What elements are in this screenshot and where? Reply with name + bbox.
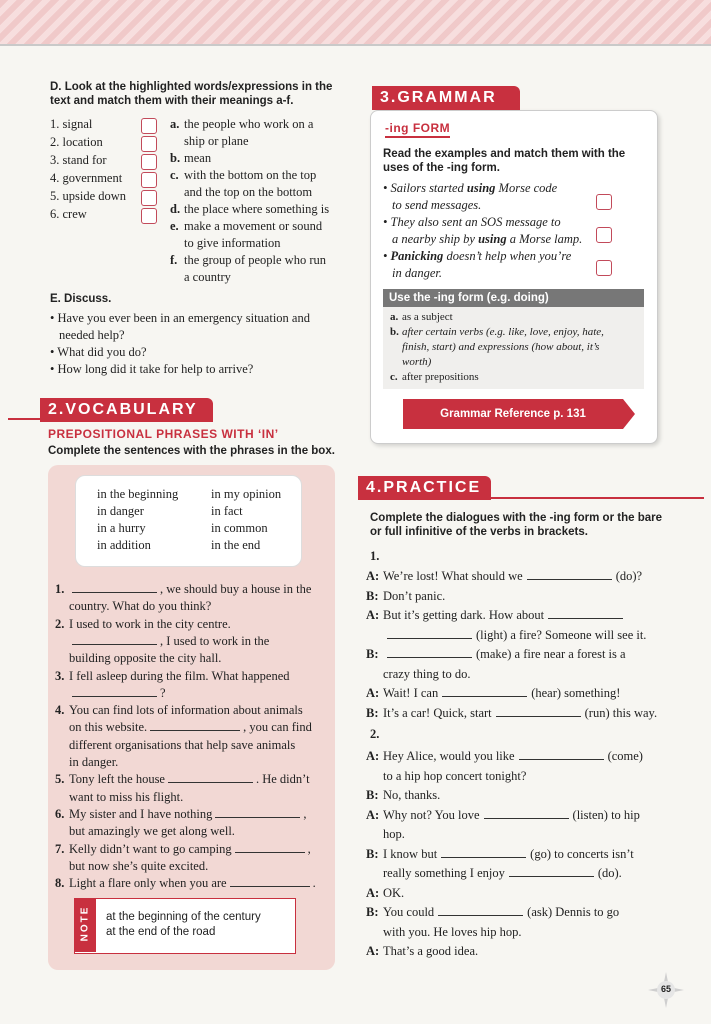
vocabulary-instruction: Complete the sentences with the phrases in the box.	[48, 445, 335, 457]
dialogue-text: hop.	[383, 827, 405, 841]
meaning-letter: c.	[170, 168, 179, 182]
dialogue-line	[366, 748, 666, 765]
dialogue-line	[366, 666, 666, 683]
note-line-1: at the beginning of the century	[106, 911, 261, 923]
sentence-text: but amazingly we get along well.	[69, 824, 235, 839]
verb-hint: (light) a fire? Someone will see it.	[476, 627, 647, 642]
dialogue-text: That’s a good idea.	[383, 944, 479, 958]
sentence-text: ,	[303, 806, 307, 821]
sentence-text: , you can find	[243, 720, 312, 735]
match-word-3: 3. stand for	[50, 153, 107, 167]
vocabulary-title: 2.VOCABULARY	[40, 398, 213, 422]
answer-blank[interactable]	[168, 771, 253, 783]
verb-hint: (do).	[597, 866, 622, 880]
vocabulary-sentence-line	[55, 875, 325, 892]
dialogue-text: We’re lost! What should we	[383, 569, 523, 583]
use-letter: c.	[390, 371, 398, 383]
sentence-number: 2.	[55, 616, 65, 631]
meaning-letter: f.	[170, 253, 178, 267]
phrase-option: in danger	[97, 504, 144, 518]
dialogue-line	[366, 685, 666, 702]
use-text: worth)	[402, 356, 432, 368]
sentence-number: 4.	[55, 703, 65, 718]
meaning-text: mean	[184, 151, 212, 165]
dialogue-text: Hey Alice, would you like	[383, 749, 515, 763]
dialogue-line	[366, 705, 666, 722]
speaker-label: B:	[366, 846, 379, 861]
dialogue-text: I know but	[383, 846, 438, 861]
example-1-answer-box[interactable]	[596, 194, 612, 210]
dialogue-line	[366, 943, 666, 960]
sentence-text: want to miss his flight.	[69, 789, 184, 804]
match-answer-box-3[interactable]	[141, 154, 157, 170]
match-word-2: 2. location	[50, 135, 103, 149]
sentence-text: ?	[160, 685, 166, 700]
section-e-heading: E. Discuss.	[50, 293, 112, 305]
sentence-number: 5.	[55, 772, 65, 787]
note-line-2: at the end of the road	[106, 926, 216, 938]
sentence-number: 8.	[55, 876, 65, 891]
dialogue-line	[366, 588, 666, 605]
discuss-bullet-1: • Have you ever been in an emergency situation and	[50, 311, 310, 325]
dialogue-line	[366, 607, 666, 624]
vocabulary-sentence-line	[55, 616, 325, 633]
dialogue-text: Don’t panic.	[383, 588, 446, 603]
dialogue-text: crazy thing to do.	[383, 666, 471, 681]
answer-blank[interactable]	[496, 705, 581, 717]
speaker-label: B:	[366, 788, 379, 802]
use-text: after certain verbs (e.g. like, love, enjoy, hate,	[402, 326, 604, 338]
dialogue-line	[366, 846, 666, 863]
vocabulary-sentence-line	[55, 650, 325, 667]
section-d-heading: D. Look at the highlighted words/expressions in the text and match them with their meanings a-f.	[50, 81, 333, 107]
sentence-number: 1.	[55, 582, 65, 596]
vocabulary-sentence-line	[55, 633, 325, 650]
verb-hint: (make) a fire near a forest is a	[476, 647, 626, 661]
meaning-letter: d.	[170, 202, 181, 216]
dialogue-text: Wait! I can	[383, 686, 439, 700]
answer-blank[interactable]	[235, 841, 305, 853]
reference-arrow-icon	[623, 399, 635, 429]
grammar-subtitle: -ing FORM	[385, 121, 450, 138]
meaning-text: the people who work on a	[184, 117, 314, 131]
answer-blank[interactable]	[527, 568, 612, 580]
speaker-label: B:	[366, 905, 379, 919]
verb-hint: (listen) to hip	[572, 807, 640, 822]
dialogue-line	[366, 568, 666, 585]
match-answer-box-1[interactable]	[141, 118, 157, 134]
meaning-text: the group of people who run	[184, 253, 326, 267]
sentence-text: on this website.	[69, 720, 148, 735]
sentence-text: country. What do you think?	[69, 599, 212, 614]
match-word-5: 5. upside down	[50, 189, 127, 203]
dialogue-text: OK.	[383, 885, 405, 900]
sentence-text: in danger.	[69, 755, 119, 769]
sentence-text: , I used to work in the	[160, 633, 270, 648]
answer-blank[interactable]	[548, 607, 623, 619]
vocabulary-sentence-line	[55, 668, 325, 685]
meaning-text: ship or plane	[184, 134, 249, 148]
vocabulary-sentence-line	[55, 754, 325, 771]
vocabulary-sentence-line	[55, 841, 325, 858]
dialogue-line	[366, 826, 666, 843]
meaning-letter: b.	[170, 151, 181, 165]
sentence-text: ,	[307, 841, 311, 856]
use-letter: b.	[390, 326, 399, 338]
speaker-label: A:	[366, 608, 380, 622]
decorative-header-band	[0, 0, 711, 44]
answer-blank[interactable]	[150, 719, 240, 731]
sentence-text: Kelly didn’t want to go camping	[69, 841, 232, 856]
vocabulary-sentence-line	[55, 858, 325, 875]
sentence-text: My sister and I have nothing	[69, 806, 213, 821]
speaker-label: A:	[366, 749, 380, 763]
use-text: after prepositions	[402, 371, 479, 383]
sentence-text: Tony left the house	[69, 772, 165, 787]
vocabulary-sentence-line	[55, 806, 325, 823]
dialogue-line	[366, 904, 666, 921]
meaning-letter: a.	[170, 117, 180, 131]
answer-blank[interactable]	[484, 807, 569, 819]
vocabulary-sentence-line	[55, 685, 325, 702]
sentence-text: I fell asleep during the film. What happened	[69, 668, 290, 683]
sentence-text: .	[312, 876, 316, 891]
practice-instruction: Complete the dialogues with the -ing form or the bare or full infinitive of the verbs in brackets.	[370, 512, 662, 538]
phrase-option: in fact	[211, 504, 243, 518]
dialogue-text: Why not? You love	[383, 807, 480, 822]
sentence-text: Light a flare only when you are	[69, 876, 227, 891]
match-word-1: 1. signal	[50, 117, 93, 131]
answer-blank[interactable]	[72, 581, 157, 593]
verb-hint: (hear) something!	[531, 686, 621, 700]
sentence-text: I used to work in the city centre.	[69, 616, 231, 631]
use-ing-form-title: Use the -ing form (e.g. doing)	[383, 289, 644, 307]
dialogue-text: to a hip hop concert tonight?	[383, 768, 527, 783]
meaning-text: to give information	[184, 236, 281, 250]
phrase-option: in addition	[97, 538, 151, 552]
sentence-text: but now she’s quite excited.	[69, 858, 209, 873]
vocabulary-sentence-line	[55, 823, 325, 840]
meaning-text: a country	[184, 270, 231, 284]
speaker-label: A:	[366, 686, 380, 700]
sentence-text: . He didn’t	[255, 772, 310, 787]
verb-hint: (do)?	[615, 569, 643, 583]
dialogue-text: It’s a car! Quick, start	[383, 705, 492, 720]
sentence-number: 3.	[55, 668, 65, 683]
speaker-label: A:	[366, 944, 380, 958]
match-answer-box-6[interactable]	[141, 208, 157, 224]
verb-hint: (come)	[607, 749, 643, 763]
speaker-label: B:	[366, 705, 379, 720]
match-answer-box-5[interactable]	[141, 190, 157, 206]
meaning-letter: e.	[170, 219, 179, 233]
sentence-text: different organisations that help save animals	[69, 737, 296, 752]
practice-title: 4.PRACTICE	[358, 476, 491, 500]
dialogue-1-number: 1.	[370, 549, 380, 563]
answer-blank[interactable]	[441, 846, 526, 858]
speaker-label: B:	[366, 647, 379, 661]
phrase-option: in the beginning	[97, 487, 179, 501]
vocabulary-sentence-line	[55, 598, 325, 615]
grammar-instruction: Read the examples and match them with the uses of the -ing form.	[383, 148, 626, 174]
answer-blank[interactable]	[72, 685, 157, 697]
vocabulary-sentence-line	[55, 719, 325, 736]
verb-hint: (ask) Dennis to go	[527, 905, 620, 919]
answer-blank[interactable]	[438, 904, 523, 916]
answer-blank[interactable]	[387, 646, 472, 658]
sentence-text: building opposite the city hall.	[69, 651, 222, 666]
discuss-bullet-2: • What did you do?	[50, 345, 147, 359]
match-answer-box-4[interactable]	[141, 172, 157, 188]
note-label: NOTE	[74, 898, 96, 952]
phrase-option: in my opinion	[211, 487, 282, 501]
grammar-example-1: • Sailors started using Morse code to send messages.	[383, 181, 558, 212]
dialogue-text: really something I enjoy	[383, 866, 505, 880]
answer-blank[interactable]	[215, 806, 300, 818]
vocabulary-sentence-line	[55, 702, 325, 719]
verb-hint: (go) to concerts isn’t	[530, 846, 634, 861]
dialogue-line	[366, 646, 666, 663]
discuss-bullet-3: • How long did it take for help to arrive?	[50, 362, 254, 376]
dialogue-text: You could	[383, 905, 435, 919]
meaning-text: and the top on the bottom	[184, 185, 313, 199]
grammar-title: 3.GRAMMAR	[372, 86, 520, 110]
example-3-answer-box[interactable]	[596, 260, 612, 276]
match-word-6: 6. crew	[50, 207, 87, 221]
sentence-number: 7.	[55, 841, 65, 856]
answer-blank[interactable]	[509, 865, 594, 877]
example-2-answer-box[interactable]	[596, 227, 612, 243]
phrase-option: in a hurry	[97, 521, 146, 535]
vocabulary-sentence-line	[55, 789, 325, 806]
dialogue-text: But it’s getting dark. How about	[383, 608, 545, 622]
discuss-bullet-1-cont: needed help?	[59, 328, 125, 342]
speaker-label: B:	[366, 588, 379, 603]
dialogue-line	[366, 768, 666, 785]
use-text: as a subject	[402, 311, 453, 323]
dialogue-line	[366, 924, 666, 941]
speaker-label: A:	[366, 569, 380, 583]
sentence-number: 6.	[55, 806, 65, 821]
dialogue-line	[366, 627, 666, 644]
answer-blank[interactable]	[72, 633, 157, 645]
match-answer-box-2[interactable]	[141, 136, 157, 152]
phrase-option: in common	[211, 521, 268, 535]
answer-blank[interactable]	[387, 627, 472, 639]
sentence-text: , we should buy a house in the	[160, 582, 312, 596]
dialogue-line	[366, 885, 666, 902]
meaning-text: with the bottom on the top	[184, 168, 317, 182]
use-text: finish, start) and expressions (how about, it’s	[402, 341, 600, 353]
dialogue-line	[366, 865, 666, 882]
page-number: 65	[660, 984, 671, 994]
answer-blank[interactable]	[230, 875, 310, 887]
dialogue-2-number: 2.	[370, 727, 380, 741]
speaker-label: A:	[366, 807, 380, 822]
meaning-text: the place where something is	[184, 202, 330, 216]
grammar-example-3: • Panicking doesn’t help when you’re in danger.	[383, 249, 572, 280]
dialogue-line	[366, 807, 666, 824]
vocabulary-sentence-line	[55, 737, 325, 754]
match-word-4: 4. government	[50, 171, 123, 185]
vocabulary-sentence-line	[55, 581, 325, 598]
verb-hint: (run) this way.	[584, 705, 658, 720]
grammar-example-2: • They also sent an SOS message to a nearby ship by using a Morse lamp.	[383, 215, 583, 246]
vocabulary-sentence-line	[55, 771, 325, 788]
answer-blank[interactable]	[519, 748, 604, 760]
use-letter: a.	[390, 311, 399, 323]
sentence-text: You can find lots of information about animals	[69, 703, 303, 718]
dialogue-text: with you. He loves hip hop.	[383, 924, 522, 939]
phrase-option: in the end	[211, 538, 261, 552]
vocabulary-subtitle: PREPOSITIONAL PHRASES WITH ‘IN’	[48, 427, 279, 441]
meaning-text: make a movement or sound	[184, 219, 323, 233]
speaker-label: A:	[366, 885, 380, 900]
header-divider	[0, 44, 711, 46]
grammar-reference-link[interactable]: Grammar Reference p. 131	[403, 399, 623, 429]
dialogue-line	[366, 787, 666, 804]
answer-blank[interactable]	[442, 685, 527, 697]
dialogue-text: No, thanks.	[383, 788, 441, 802]
